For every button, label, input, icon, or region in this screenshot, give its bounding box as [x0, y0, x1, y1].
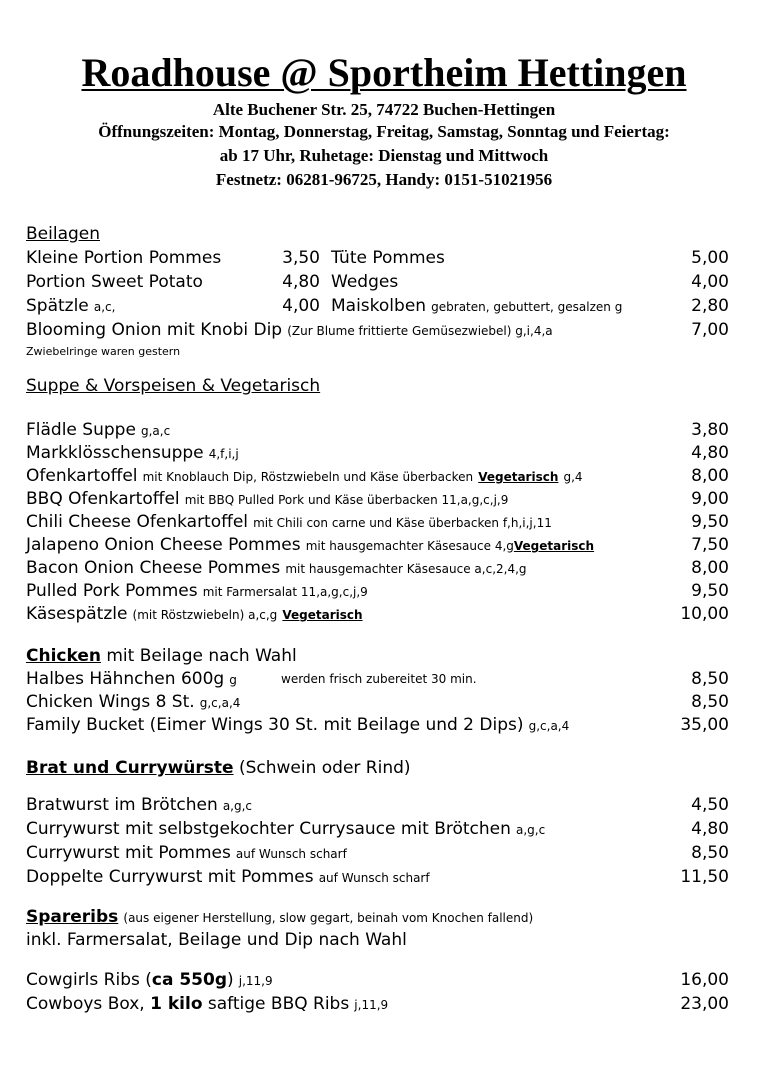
item-name: Käsespätzle [26, 604, 128, 624]
menu-row [26, 510, 729, 534]
item-name: Maiskolben [331, 296, 427, 316]
item-price: 4,00 [282, 296, 320, 316]
item-note: auf Wunsch scharf [235, 847, 347, 861]
item-price: 8,00 [691, 466, 729, 486]
item-note: g [229, 673, 237, 687]
item-name: Currywurst mit Pommes [26, 843, 231, 863]
menu-row [26, 579, 729, 603]
item-price: 11,50 [680, 867, 729, 887]
item-name: Halbes Hähnchen 600g [26, 669, 225, 689]
item-note: g,c,a,4 [528, 719, 570, 733]
menu-row [26, 602, 729, 626]
item-name: Bratwurst im Brötchen [26, 795, 218, 815]
menu-row [26, 441, 729, 465]
item-name: Pulled Pork Pommes [26, 581, 198, 601]
item-name: Cowgirls Ribs (ca 550g) [26, 970, 234, 990]
item-price: 9,50 [691, 512, 729, 532]
item-note: g,4 [563, 470, 583, 484]
item-name: Bacon Onion Cheese Pommes [26, 558, 281, 578]
item-name: Spätzle [26, 296, 89, 316]
item-price: 2,80 [691, 296, 729, 316]
item-name: Chicken Wings 8 St. [26, 692, 195, 712]
item-note: g,a,c [141, 424, 171, 438]
item-name: Portion Sweet Potato [26, 272, 203, 292]
section-heading-spareribs: Spareribs (aus eigener Herstellung, slow gegart, beinah vom Knochen fallend) [26, 907, 534, 927]
item-note: 4,f,i,j [208, 447, 239, 461]
item-price: 8,50 [691, 843, 729, 863]
item-price: 5,00 [691, 248, 729, 268]
vegetarian-badge: Vegetarisch [282, 608, 363, 622]
item-name: Chili Cheese Ofenkartoffel [26, 512, 249, 532]
item-note: j,11,9 [238, 974, 273, 988]
menu-row [26, 793, 729, 817]
item-price: 8,50 [691, 669, 729, 689]
item-name: BBQ Ofenkartoffel [26, 489, 180, 509]
menu-row [26, 865, 729, 889]
item-note: a,c, [93, 300, 116, 314]
item-name: Flädle Suppe [26, 420, 136, 440]
item-price: 4,00 [691, 272, 729, 292]
item-price: 23,00 [680, 994, 729, 1014]
item-note: mit hausgemachter Käsesauce 4,g [305, 539, 514, 553]
item-price: 8,00 [691, 558, 729, 578]
spareribs-subline: inkl. Farmersalat, Beilage und Dip nach Wahl [26, 930, 407, 950]
menu-row [26, 294, 729, 318]
item-price: 3,80 [691, 420, 729, 440]
footnote: Zwiebelringe waren gestern [26, 345, 181, 358]
item-price: 9,00 [691, 489, 729, 509]
menu-row [26, 464, 729, 488]
menu-row [26, 487, 729, 511]
menu-row [26, 246, 729, 270]
item-note: mit hausgemachter Käsesauce a,c,2,4,g [285, 562, 527, 576]
item-name: Markklösschensuppe [26, 443, 204, 463]
menu-row [26, 667, 729, 691]
item-preparation-note: werden frisch zubereitet 30 min. [281, 672, 477, 686]
item-name: Wedges [331, 272, 399, 292]
item-price: 4,80 [691, 443, 729, 463]
item-note: (mit Röstzwiebeln) a,c,g [132, 608, 278, 622]
item-price: 7,50 [691, 535, 729, 555]
vegetarian-badge: Vegetarisch [478, 470, 559, 484]
item-note: a,g,c [222, 799, 253, 813]
vegetarian-badge: Vegetarisch [513, 539, 595, 553]
item-note: mit Farmersalat 11,a,g,c,j,9 [202, 585, 368, 599]
menu-row [26, 713, 729, 737]
menu-row [26, 690, 729, 714]
item-price: 4,50 [691, 795, 729, 815]
item-price: 16,00 [680, 970, 729, 990]
item-name: Jalapeno Onion Cheese Pommes [26, 535, 301, 555]
section-heading-beilagen: Beilagen [26, 224, 101, 244]
section-heading-wurst: Brat und Currywürste (Schwein oder Rind) [26, 758, 411, 778]
rest-days-line: ab 17 Uhr, Ruhetage: Dienstag und Mittwoch [219, 146, 549, 165]
item-name: Ofenkartoffel [26, 466, 138, 486]
item-note: a,g,c [516, 823, 546, 837]
item-note: j,11,9 [354, 998, 389, 1012]
item-price: 8,50 [691, 692, 729, 712]
section-heading-chicken: Chicken mit Beilage nach Wahl [26, 646, 297, 666]
item-note: gebraten, gebuttert, gesalzen g [431, 300, 623, 314]
menu-row [26, 318, 729, 342]
item-price: 3,50 [282, 248, 320, 268]
menu-row [26, 418, 729, 442]
item-note: mit Knoblauch Dip, Röstzwiebeln und Käse überbacken [142, 470, 474, 484]
phone-line: Festnetz: 06281-96725, Handy: 0151-51021956 [215, 170, 553, 189]
restaurant-title: Roadhouse @ Sportheim Hettingen [81, 50, 687, 95]
section-heading-suppe: Suppe & Vorspeisen & Vegetarisch [26, 376, 321, 396]
item-name: Currywurst mit selbstgekochter Currysauce mit Brötchen [26, 819, 511, 839]
item-note: (Zur Blume frittierte Gemüsezwiebel) g,i,4,a [287, 324, 553, 338]
menu-row [26, 270, 729, 294]
opening-hours-line: Öffnungszeiten: Montag, Donnerstag, Freitag, Samstag, Sonntag und Feiertag: [98, 122, 670, 141]
item-name: Tüte Pommes [331, 248, 445, 268]
item-price: 35,00 [680, 715, 729, 735]
item-name: Blooming Onion mit Knobi Dip [26, 320, 283, 340]
item-price: 7,00 [691, 320, 729, 340]
menu-row [26, 817, 729, 841]
menu-row [26, 556, 729, 580]
item-price: 10,00 [680, 604, 729, 624]
item-price: 4,80 [691, 819, 729, 839]
item-price: 4,80 [282, 272, 320, 292]
item-name: Family Bucket (Eimer Wings 30 St. mit Beilage und 2 Dips) [26, 715, 524, 735]
menu-row [26, 841, 729, 865]
item-name: Kleine Portion Pommes [26, 248, 222, 268]
item-note: auf Wunsch scharf [318, 871, 430, 885]
item-note: mit BBQ Pulled Pork und Käse überbacken 11,a,g,c,j,9 [184, 493, 509, 507]
item-price: 9,50 [691, 581, 729, 601]
item-note: mit Chili con carne und Käse überbacken f,h,i,j,11 [253, 516, 552, 530]
item-name: Doppelte Currywurst mit Pommes [26, 867, 314, 887]
menu-row [26, 968, 729, 992]
menu-row [26, 533, 729, 557]
menu-row [26, 992, 729, 1016]
item-note: g,c,a,4 [199, 696, 241, 710]
item-name: Cowboys Box, 1 kilo saftige BBQ Ribs [26, 994, 350, 1014]
address-line: Alte Buchener Str. 25, 74722 Buchen-Hettingen [212, 100, 556, 119]
